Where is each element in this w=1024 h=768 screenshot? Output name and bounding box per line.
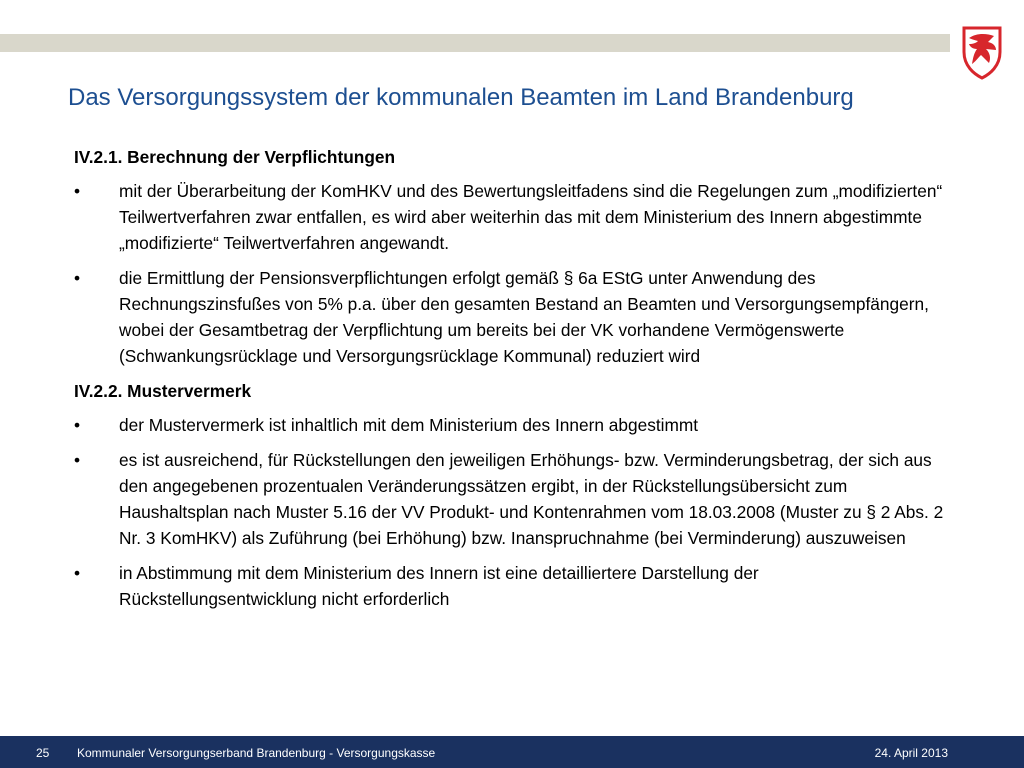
bullet-item <box>74 178 954 256</box>
bullet-mark: • <box>74 181 81 201</box>
section-heading: IV.2.1. Berechnung der Verpflichtungen <box>74 147 396 167</box>
brandenburg-eagle-shield-icon <box>960 22 1004 80</box>
bullet-text: es ist ausreichend, für Rückstellungen den jeweiligen Erhöhungs- bzw. Verminderungsbetrag, der sich aus den angegebenen prozentualen Veränderungssätzen ergibt, in der Rückstellungsübersicht zum Haushaltsplan nach Muster 5.16 der VV Produkt- und Kontenrahmen vom 18.03.2008 (Muster zu § 2 Abs. 2 Nr. 3 KomHKV) als Zuführung (bei Erhöhung) bzw. Inanspruchnahme (bei Verminderung) auszuweisen <box>119 450 944 548</box>
footer-organization: Kommunaler Versorgungserband Brandenburg - Versorgungskasse <box>77 746 436 760</box>
bullet-mark: • <box>74 563 81 583</box>
slide-title: Das Versorgungssystem der kommunalen Beamten im Land Brandenburg <box>68 84 854 111</box>
bullet-mark: • <box>74 415 81 435</box>
bullet-item <box>74 265 954 369</box>
page-number: 25 <box>36 746 50 760</box>
bullet-mark: • <box>74 450 81 470</box>
bullet-text: die Ermittlung der Pensionsverpflichtungen erfolgt gemäß § 6a EStG unter Anwendung des Rechnungszinsfußes von 5% p.a. über den gesamten Bestand an Beamten und Versorgungsempfängern, wobei der Gesamtbetrag der Verpflichtung um bereits bei der VK vorhandene Vermögenswerte (Schwankungsrücklage und Versorgungsrücklage Kommunal) reduziert wird <box>119 268 929 366</box>
bullet-item <box>74 560 954 612</box>
bullet-item <box>74 447 954 551</box>
bullet-mark: • <box>74 268 81 288</box>
slide-content <box>74 144 954 621</box>
footer-bar <box>0 736 1024 768</box>
bullet-text: mit der Überarbeitung der KomHKV und des Bewertungsleitfadens sind die Regelungen zum „modifizierten“ Teilwertverfahren zwar entfallen, es wird aber weiterhin das mit dem Ministerium des Innern abgestimmte „modifizierte“ Teilwertverfahren angewandt. <box>119 181 943 253</box>
top-decorative-band <box>0 34 950 52</box>
footer-date: 24. April 2013 <box>874 746 948 760</box>
bullet-text: der Mustervermerk ist inhaltlich mit dem Ministerium des Innern abgestimmt <box>119 415 699 435</box>
bullet-text: in Abstimmung mit dem Ministerium des Innern ist eine detailliertere Darstellung der Rückstellungsentwicklung nicht erforderlich <box>119 563 759 609</box>
bullet-item <box>74 412 954 438</box>
section-heading: IV.2.2. Mustervermerk <box>74 381 252 401</box>
